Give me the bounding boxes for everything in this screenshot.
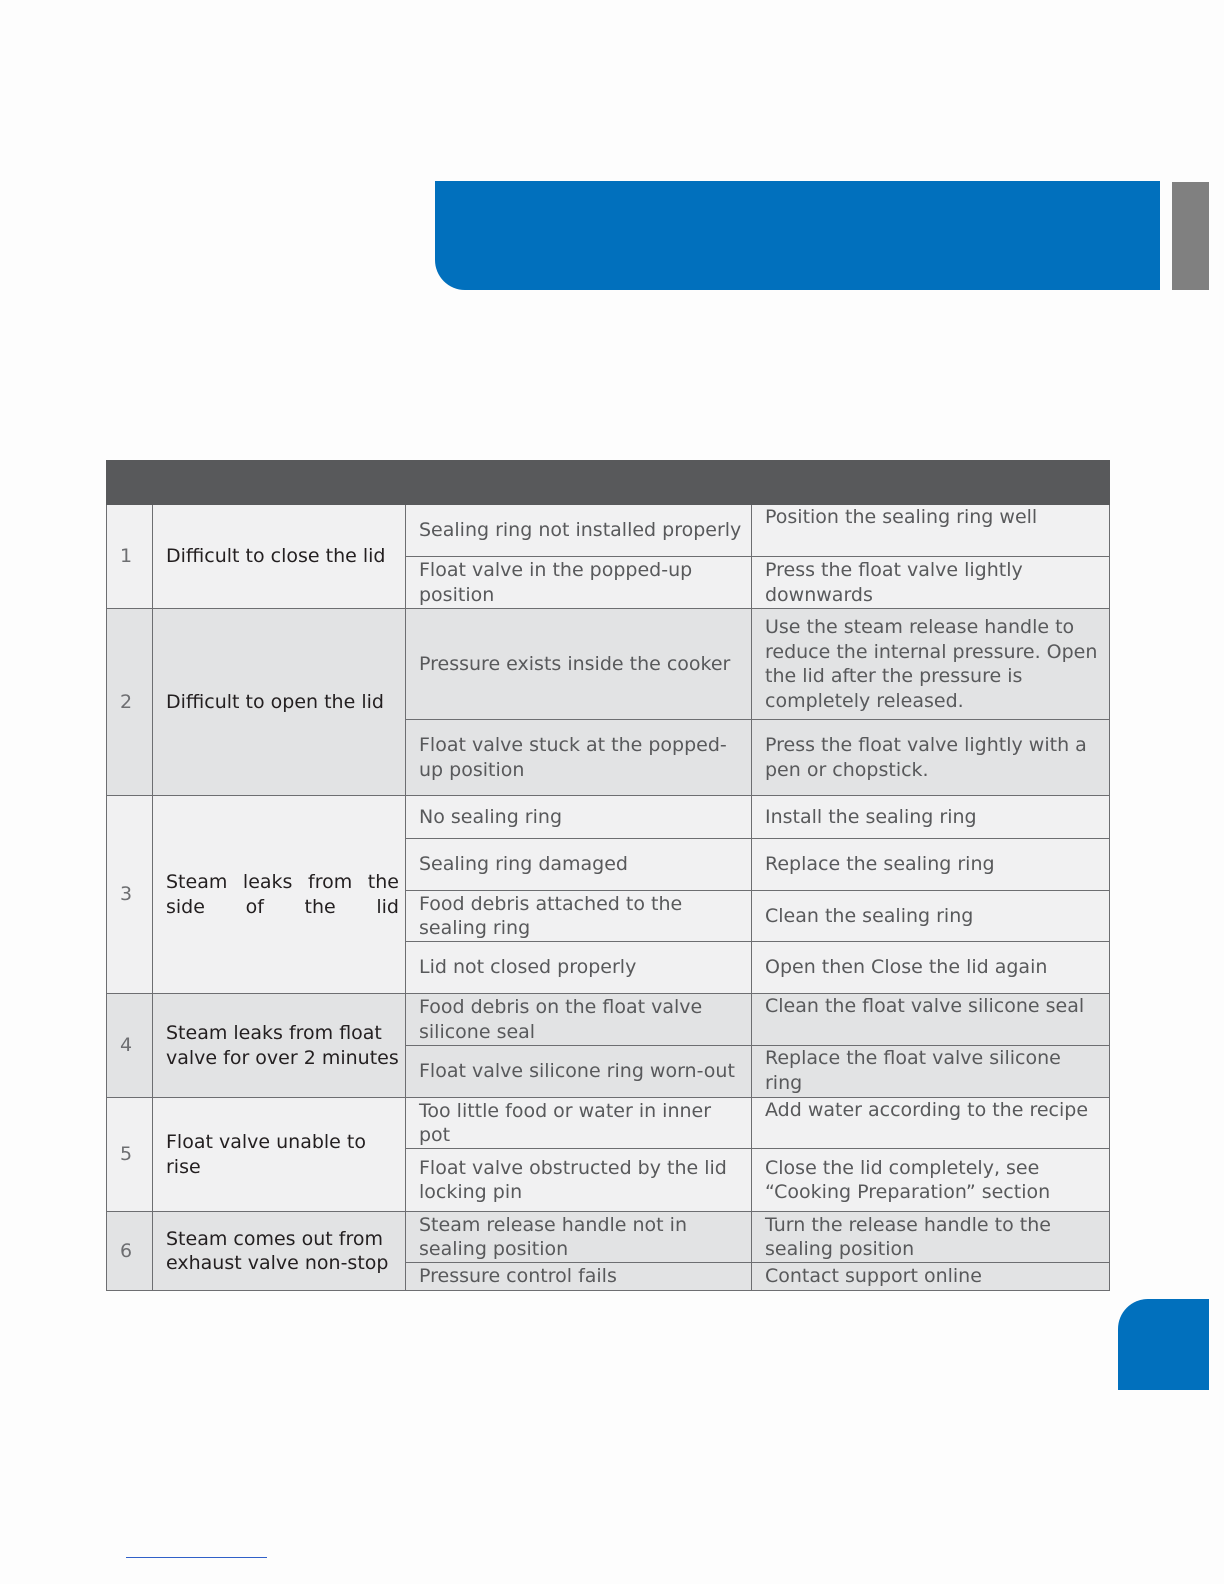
solution: Press the float valve lightly with a pen or chopstick. <box>752 720 1110 796</box>
problem-number: 4 <box>107 994 153 1098</box>
solution: Add water according to the recipe <box>752 1098 1110 1149</box>
possible-cause: Food debris on the float valve silicone seal <box>406 994 752 1046</box>
problem-description: Difficult to open the lid <box>153 609 406 796</box>
possible-cause: Float valve obstructed by the lid locking pin <box>406 1149 752 1212</box>
table-header-bar <box>107 461 1110 505</box>
chapter-side-tab <box>1172 182 1209 290</box>
table-row <box>107 1212 1110 1263</box>
problem-description: Steam leaks from float valve for over 2 minutes <box>153 994 406 1098</box>
solution: Open then Close the lid again <box>752 942 1110 994</box>
possible-cause: Lid not closed properly <box>406 942 752 994</box>
solution: Press the float valve lightly downwards <box>752 557 1110 609</box>
possible-cause: Pressure control fails <box>406 1263 752 1291</box>
solution: Close the lid completely, see “Cooking Preparation” section <box>752 1149 1110 1212</box>
possible-cause: Float valve in the popped-up position <box>406 557 752 609</box>
problem-number: 3 <box>107 796 153 994</box>
table-row <box>107 609 1110 720</box>
problem-number: 1 <box>107 505 153 609</box>
possible-cause: Too little food or water in inner pot <box>406 1098 752 1149</box>
problem-description: Steam leaks from the side of the lid <box>153 796 406 994</box>
possible-cause: No sealing ring <box>406 796 752 839</box>
problem-description: Steam comes out from exhaust valve non-stop <box>153 1212 406 1291</box>
solution: Replace the float valve silicone ring <box>752 1046 1110 1098</box>
solution: Replace the sealing ring <box>752 839 1110 891</box>
possible-cause: Pressure exists inside the cooker <box>406 609 752 720</box>
problem-number: 6 <box>107 1212 153 1291</box>
solution: Contact support online <box>752 1263 1110 1291</box>
solution: Clean the float valve silicone seal <box>752 994 1110 1046</box>
troubleshooting-table <box>106 460 1110 1291</box>
page-number-badge <box>1118 1299 1209 1390</box>
solution: Turn the release handle to the sealing position <box>752 1212 1110 1263</box>
table-row <box>107 994 1110 1046</box>
table-row <box>107 796 1110 839</box>
footer-link-underline[interactable] <box>126 1557 267 1558</box>
chapter-header-banner <box>435 181 1160 290</box>
possible-cause: Float valve stuck at the popped-up position <box>406 720 752 796</box>
problem-description: Difficult to close the lid <box>153 505 406 609</box>
solution: Install the sealing ring <box>752 796 1110 839</box>
possible-cause: Steam release handle not in sealing position <box>406 1212 752 1263</box>
possible-cause: Sealing ring damaged <box>406 839 752 891</box>
problem-description: Float valve unable to rise <box>153 1098 406 1212</box>
solution: Use the steam release handle to reduce the internal pressure. Open the lid after the pressure is completely released. <box>752 609 1110 720</box>
possible-cause: Float valve silicone ring worn-out <box>406 1046 752 1098</box>
table-row <box>107 1098 1110 1149</box>
possible-cause: Sealing ring not installed properly <box>406 505 752 557</box>
solution: Position the sealing ring well <box>752 505 1110 557</box>
problem-number: 2 <box>107 609 153 796</box>
solution: Clean the sealing ring <box>752 891 1110 942</box>
table-row <box>107 505 1110 557</box>
table-header-row <box>107 461 1110 505</box>
possible-cause: Food debris attached to the sealing ring <box>406 891 752 942</box>
problem-number: 5 <box>107 1098 153 1212</box>
